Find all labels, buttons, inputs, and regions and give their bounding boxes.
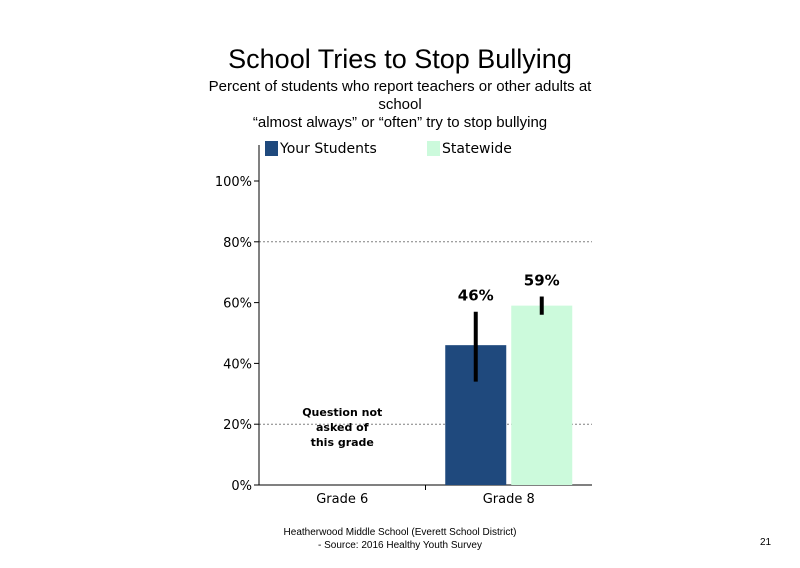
y-tick-label: 20%	[223, 418, 252, 434]
annotation-line: this grade	[310, 436, 374, 449]
page-number: 21	[760, 537, 772, 548]
y-tick-label: 40%	[223, 357, 252, 373]
annotation-line: Question not	[302, 406, 383, 419]
y-tick-label: 60%	[223, 296, 252, 312]
footer-line: - Source: 2016 Healthy Youth Survey	[318, 540, 482, 551]
legend-label: Your Students	[280, 141, 377, 157]
y-tick-label: 0%	[231, 479, 252, 494]
x-tick-label: Grade 6	[316, 492, 369, 507]
data-label: 46%	[457, 286, 494, 305]
bar	[511, 306, 572, 485]
subtitle-line: “almost always” or “often” try to stop bullying	[252, 114, 548, 131]
footer-line: Heatherwood Middle School (Everett School District)	[283, 527, 517, 538]
y-tick-label: 80%	[223, 235, 252, 251]
y-tick-label: 100%	[214, 175, 252, 190]
x-tick-label: Grade 8	[482, 492, 535, 507]
annotation-line: asked of	[316, 421, 369, 434]
chart-title: School Tries to Stop Bullying	[228, 44, 572, 74]
data-label: 59%	[523, 271, 560, 290]
footer-source	[260, 526, 540, 552]
subtitle-line: school	[378, 96, 422, 113]
subtitle-line: Percent of students who report teachers or other adults at	[208, 78, 592, 95]
legend-label: Statewide	[442, 141, 512, 157]
